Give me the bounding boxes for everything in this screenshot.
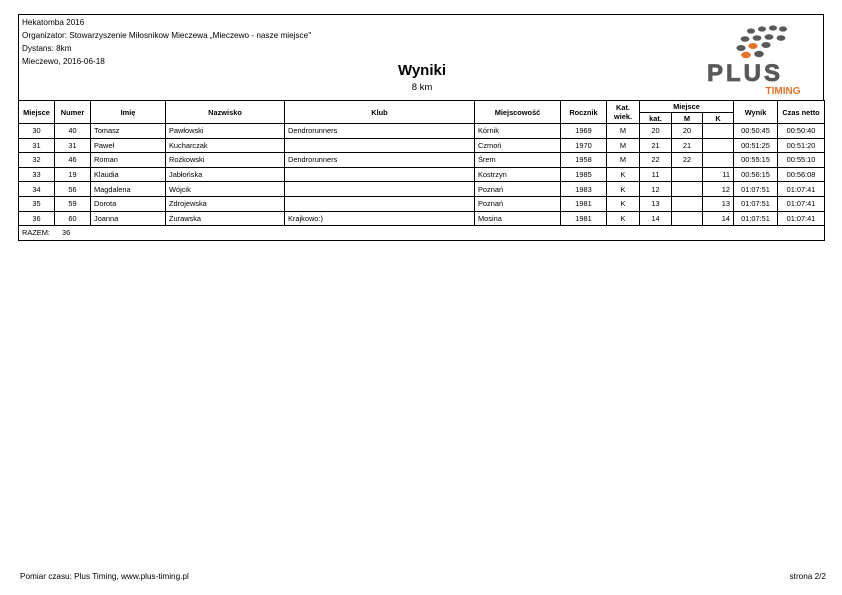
total-label: RAZEM: <box>22 228 50 238</box>
result-cell: 00:56:15 <box>734 167 778 182</box>
place-category-cell: 13 <box>640 196 672 211</box>
city-cell: Kórnik <box>475 124 561 139</box>
last-name-cell: Pawłowski <box>166 124 285 139</box>
category-cell: K <box>607 211 640 226</box>
table-row <box>19 211 825 226</box>
last-name-cell: Jabłońska <box>166 167 285 182</box>
place-m-cell <box>672 167 703 182</box>
year-cell: 1981 <box>561 196 607 211</box>
category-cell: K <box>607 196 640 211</box>
col-category: Kat. wiek. <box>607 101 640 124</box>
place-k-cell <box>703 153 734 168</box>
place-category-cell: 20 <box>640 124 672 139</box>
club-cell <box>285 182 475 197</box>
place-m-cell <box>672 182 703 197</box>
report-header <box>18 14 824 100</box>
col-last-name: Nazwisko <box>166 101 285 124</box>
place-category-cell: 11 <box>640 167 672 182</box>
category-cell: K <box>607 167 640 182</box>
page-title: Wyniki <box>397 62 447 79</box>
place-k-cell: 14 <box>703 211 734 226</box>
category-cell: K <box>607 182 640 197</box>
club-cell: Krajkowo:) <box>285 211 475 226</box>
number-cell: 46 <box>55 153 91 168</box>
result-cell: 01:07:51 <box>734 182 778 197</box>
result-cell: 00:51:25 <box>734 138 778 153</box>
table-row <box>19 124 825 139</box>
number-cell: 19 <box>55 167 91 182</box>
col-place-k: K <box>703 113 734 124</box>
last-name-cell: Żurawska <box>166 211 285 226</box>
year-cell: 1983 <box>561 182 607 197</box>
city-cell: Kostrzyn <box>475 167 561 182</box>
col-net-time: Czas netto <box>778 101 825 124</box>
number-cell: 31 <box>55 138 91 153</box>
table-row <box>19 196 825 211</box>
year-cell: 1969 <box>561 124 607 139</box>
table-row <box>19 153 825 168</box>
place-category-cell: 21 <box>640 138 672 153</box>
table-header-row <box>19 101 825 113</box>
city-cell: Poznań <box>475 196 561 211</box>
first-name-cell: Magdalena <box>91 182 166 197</box>
place-m-cell: 22 <box>672 153 703 168</box>
first-name-cell: Roman <box>91 153 166 168</box>
city-cell: Czmoń <box>475 138 561 153</box>
city-cell: Mosina <box>475 211 561 226</box>
col-club: Klub <box>285 101 475 124</box>
last-name-cell: Kucharczak <box>166 138 285 153</box>
place-date-line: Mieczewo, 2016-06-18 <box>22 57 105 66</box>
place-k-cell <box>703 124 734 139</box>
net-time-cell: 00:50:40 <box>778 124 825 139</box>
club-cell <box>285 138 475 153</box>
place-category-cell: 14 <box>640 211 672 226</box>
table-row <box>19 182 825 197</box>
year-cell: 1958 <box>561 153 607 168</box>
result-cell: 01:07:51 <box>734 196 778 211</box>
place-m-cell: 20 <box>672 124 703 139</box>
total-value: 36 <box>62 228 71 238</box>
place-cell: 35 <box>19 196 55 211</box>
first-name-cell: Paweł <box>91 138 166 153</box>
plus-timing-logo <box>675 23 815 95</box>
place-k-cell <box>703 138 734 153</box>
last-name-cell: Rożkowski <box>166 153 285 168</box>
col-year: Rocznik <box>561 101 607 124</box>
result-cell: 00:55:15 <box>734 153 778 168</box>
year-cell: 1970 <box>561 138 607 153</box>
table-row <box>19 167 825 182</box>
category-cell: M <box>607 124 640 139</box>
place-cell: 31 <box>19 138 55 153</box>
col-result: Wynik <box>734 101 778 124</box>
place-category-cell: 12 <box>640 182 672 197</box>
net-time-cell: 00:51:20 <box>778 138 825 153</box>
first-name-cell: Klaudia <box>91 167 166 182</box>
club-cell <box>285 167 475 182</box>
number-cell: 56 <box>55 182 91 197</box>
last-name-cell: Zdrojewska <box>166 196 285 211</box>
total-row <box>19 226 825 241</box>
first-name-cell: Dorota <box>91 196 166 211</box>
col-place-category: kat. <box>640 113 672 124</box>
place-cell: 36 <box>19 211 55 226</box>
place-m-cell <box>672 196 703 211</box>
number-cell: 60 <box>55 211 91 226</box>
place-m-cell <box>672 211 703 226</box>
place-cell: 34 <box>19 182 55 197</box>
first-name-cell: Tomasz <box>91 124 166 139</box>
result-cell: 00:50:45 <box>734 124 778 139</box>
net-time-cell: 00:56:08 <box>778 167 825 182</box>
last-name-cell: Wójcik <box>166 182 285 197</box>
place-k-cell: 13 <box>703 196 734 211</box>
place-k-cell: 12 <box>703 182 734 197</box>
col-city: Miejscowość <box>475 101 561 124</box>
place-cell: 30 <box>19 124 55 139</box>
col-first-name: Imię <box>91 101 166 124</box>
category-cell: M <box>607 153 640 168</box>
col-place: Miejsce <box>19 101 55 124</box>
footer-page-number: strona 2/2 <box>789 572 826 581</box>
logo-word-plus: PLUS <box>706 60 784 87</box>
result-cell: 01:07:51 <box>734 211 778 226</box>
page-subtitle: 8 km <box>411 82 433 93</box>
logo-dots <box>736 25 787 58</box>
net-time-cell: 01:07:41 <box>778 182 825 197</box>
number-cell: 40 <box>55 124 91 139</box>
first-name-cell: Joanna <box>91 211 166 226</box>
net-time-cell: 01:07:41 <box>778 196 825 211</box>
footer-timing-credit: Pomiar czasu: Plus Timing, www.plus-timing.pl <box>20 572 189 581</box>
place-k-cell: 11 <box>703 167 734 182</box>
net-time-cell: 01:07:41 <box>778 211 825 226</box>
event-name: Hekatomba 2016 <box>22 18 85 27</box>
year-cell: 1981 <box>561 211 607 226</box>
category-cell: M <box>607 138 640 153</box>
place-m-cell: 21 <box>672 138 703 153</box>
place-cell: 33 <box>19 167 55 182</box>
city-cell: Śrem <box>475 153 561 168</box>
city-cell: Poznań <box>475 182 561 197</box>
year-cell: 1985 <box>561 167 607 182</box>
place-cell: 32 <box>19 153 55 168</box>
net-time-cell: 00:55:10 <box>778 153 825 168</box>
results-table <box>18 100 825 241</box>
organizer-line: Organizator: Stowarzyszenie Miłosnikow Mieczewa „Mieczewo - nasze miejsce" <box>22 31 312 40</box>
table-row <box>19 138 825 153</box>
place-category-cell: 22 <box>640 153 672 168</box>
club-cell: Dendrorunners <box>285 124 475 139</box>
col-places-group: Miejsce <box>640 101 734 113</box>
number-cell: 59 <box>55 196 91 211</box>
col-place-m: M <box>672 113 703 124</box>
club-cell <box>285 196 475 211</box>
club-cell: Dendrorunners <box>285 153 475 168</box>
distance-line: Dystans: 8km <box>22 44 72 53</box>
logo-word-timing: TIMING <box>765 86 801 95</box>
col-number: Numer <box>55 101 91 124</box>
event-info <box>22 16 311 68</box>
